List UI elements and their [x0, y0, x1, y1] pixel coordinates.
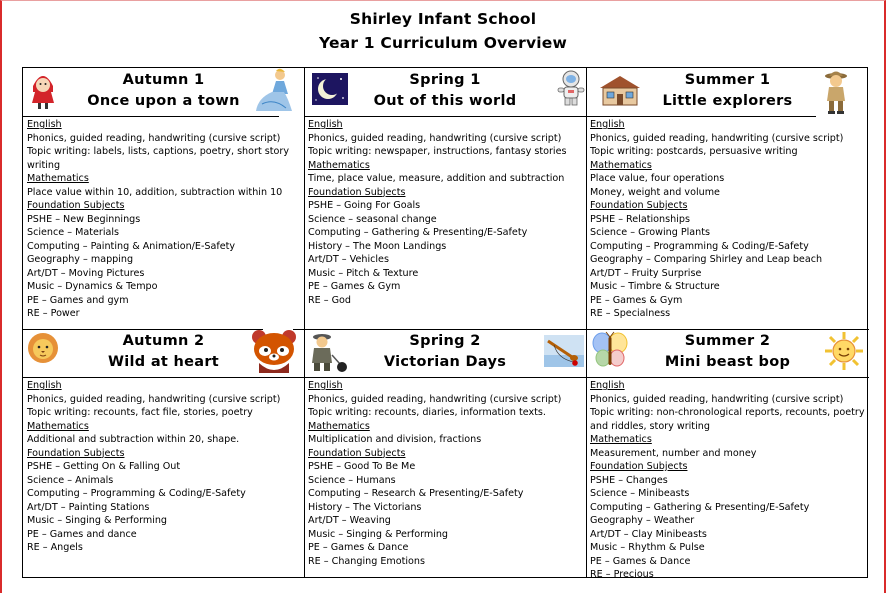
victorian-boy-icon: [310, 331, 350, 373]
curriculum-line: Science – Minibeasts: [590, 488, 690, 499]
curriculum-line: Music – Singing & Performing: [308, 528, 449, 540]
curriculum-line: Phonics, guided reading, handwriting (cursive script): [590, 393, 844, 405]
subject-heading: English: [308, 380, 343, 391]
curriculum-line: Phonics, guided reading, handwriting (cursive script): [308, 132, 562, 144]
term-content: [23, 117, 304, 321]
curriculum-line: RE – God: [308, 294, 352, 306]
house-icon: [598, 74, 642, 106]
curriculum-line: PE – Games & Dance: [590, 555, 691, 567]
curriculum-line: Computing – Research & Presenting/E-Safety: [308, 488, 524, 499]
term-name: Summer 2: [684, 333, 771, 349]
curriculum-line: Topic writing: non-chronological reports, recounts, poetry and riddles, story writing: [590, 407, 865, 432]
curriculum-line: Music – Dynamics & Tempo: [27, 281, 158, 292]
curriculum-line: RE – Angels: [27, 542, 83, 553]
curriculum-line: Geography – mapping: [27, 254, 134, 265]
document-subtitle: Year 1 Curriculum Overview: [318, 34, 567, 52]
curriculum-line: PSHE – Going For Goals: [308, 200, 421, 211]
curriculum-line: PE – Games and gym: [27, 294, 129, 306]
curriculum-line: Computing – Gathering & Presenting/E-Safety: [308, 227, 528, 238]
curriculum-line: Topic writing: recounts, fact file, stories, poetry: [27, 407, 253, 418]
curriculum-line: PSHE – Relationships: [590, 213, 690, 225]
curriculum-line: History – The Victorians: [308, 501, 422, 513]
curriculum-line: Measurement, number and money: [590, 447, 757, 459]
term-theme: Wild at heart: [107, 354, 220, 370]
term-theme: Out of this world: [373, 93, 517, 109]
curriculum-grid: [22, 67, 868, 578]
curriculum-line: PSHE – Getting On & Falling Out: [27, 461, 181, 472]
curriculum-line: Science – seasonal change: [308, 213, 437, 225]
subject-heading: English: [27, 380, 62, 391]
term-theme: Once upon a town: [87, 93, 240, 109]
curriculum-line: Topic writing: postcards, persuasive writing: [590, 146, 798, 157]
subject-heading: Mathematics: [590, 159, 652, 171]
curriculum-line: Phonics, guided reading, handwriting (cursive script): [27, 393, 281, 405]
subject-heading: Foundation Subjects: [27, 447, 125, 459]
term-header: [23, 68, 304, 116]
subject-heading: Mathematics: [590, 434, 652, 445]
curriculum-line: RE – Changing Emotions: [308, 555, 425, 567]
curriculum-line: Place value, four operations: [590, 173, 725, 184]
curriculum-line: Computing – Painting & Animation/E-Safety: [27, 240, 236, 252]
term-name: Summer 1: [684, 72, 771, 88]
curriculum-line: PE – Games & Gym: [590, 294, 683, 306]
curriculum-line: Topic writing: recounts, diaries, information texts.: [308, 407, 546, 418]
curriculum-line: Science – Animals: [27, 474, 114, 486]
butterfly-icon: [592, 331, 628, 369]
curriculum-line: Science – Growing Plants: [590, 227, 711, 238]
school-title: Shirley Infant School: [349, 10, 537, 28]
term-content: [23, 378, 304, 555]
subject-heading: Foundation Subjects: [308, 447, 406, 459]
curriculum-line: PE – Games & Gym: [308, 281, 401, 292]
curriculum-line: Science – Humans: [308, 474, 396, 486]
curriculum-line: Music – Rhythm & Pulse: [590, 542, 705, 553]
subject-heading: Foundation Subjects: [27, 200, 125, 211]
curriculum-line: History – The Moon Landings: [308, 240, 447, 252]
term-content: [586, 117, 869, 321]
curriculum-line: Computing – Gathering & Presenting/E-Safety: [590, 501, 810, 513]
lion-icon: [26, 332, 60, 366]
curriculum-line: PSHE – Changes: [590, 474, 668, 486]
subject-heading: Mathematics: [308, 159, 370, 171]
subject-heading: English: [27, 119, 62, 130]
subject-heading: Mathematics: [308, 420, 370, 432]
term-header: [586, 68, 869, 116]
term-content: [586, 378, 869, 582]
red-panda-icon: [249, 327, 299, 375]
term-content: [304, 117, 586, 307]
curriculum-line: Money, weight and volume: [590, 186, 720, 198]
curriculum-line: Music – Pitch & Texture: [308, 267, 419, 279]
term-autumn-2: [23, 329, 304, 579]
curriculum-line: Music – Timbre & Structure: [590, 281, 720, 292]
curriculum-line: PSHE – New Beginnings: [27, 213, 141, 225]
term-name: Autumn 2: [122, 333, 205, 349]
subject-heading: English: [590, 119, 625, 130]
curriculum-line: PE – Games and dance: [27, 528, 137, 540]
term-theme: Mini beast bop: [664, 354, 791, 370]
term-name: Spring 1: [409, 72, 481, 88]
astronaut-icon: [556, 70, 586, 106]
curriculum-line: Geography – Comparing Shirley and Leap beach: [590, 254, 823, 265]
curriculum-line: Multiplication and division, fractions: [308, 434, 482, 445]
curriculum-line: Computing – Programming & Coding/E-Safety: [27, 488, 246, 499]
subject-heading: English: [590, 380, 625, 391]
term-theme: Little explorers: [662, 93, 793, 109]
curriculum-line: Time, place value, measure, addition and subtraction: [308, 173, 565, 184]
term-header: [304, 68, 586, 116]
curriculum-line: RE – Specialness: [590, 308, 671, 319]
curriculum-line: Art/DT – Moving Pictures: [27, 267, 145, 279]
curriculum-line: PE – Games & Dance: [308, 542, 409, 553]
curriculum-line: Music – Singing & Performing: [27, 515, 168, 526]
curriculum-line: RE – Power: [27, 308, 80, 319]
curriculum-line: Art/DT – Fruity Surprise: [590, 267, 702, 279]
subject-heading: Foundation Subjects: [590, 200, 688, 211]
term-header: [304, 329, 586, 377]
term-header: [586, 329, 869, 377]
subject-heading: Foundation Subjects: [590, 461, 688, 472]
curriculum-line: Science – Materials: [27, 227, 120, 238]
term-summer-1: [586, 68, 869, 329]
explorer-icon: [822, 69, 850, 115]
red-riding-hood-icon: [29, 70, 57, 110]
curriculum-line: Art/DT – Weaving: [308, 515, 391, 526]
curriculum-line: Phonics, guided reading, handwriting (cursive script): [308, 393, 562, 405]
curriculum-line: Phonics, guided reading, handwriting (cursive script): [590, 132, 844, 144]
curriculum-line: Art/DT – Vehicles: [308, 254, 389, 265]
subject-heading: Mathematics: [27, 420, 89, 432]
curriculum-line: Place value within 10, addition, subtraction within 10: [27, 186, 283, 198]
curriculum-line: Computing – Programming & Coding/E-Safety: [590, 240, 809, 252]
subject-heading: Mathematics: [27, 173, 89, 184]
term-spring-2: [304, 329, 586, 579]
curriculum-line: Phonics, guided reading, handwriting (cursive script): [27, 132, 281, 144]
term-name: Spring 2: [409, 333, 481, 349]
term-name: Autumn 1: [122, 72, 205, 88]
term-spring-1: [304, 68, 586, 329]
curriculum-line: Art/DT – Painting Stations: [27, 501, 150, 513]
term-content: [304, 378, 586, 568]
moon-icon: [312, 73, 348, 105]
curriculum-line: Additional and subtraction within 20, shape.: [27, 434, 240, 445]
term-theme: Victorian Days: [383, 354, 507, 370]
curriculum-line: PSHE – Good To Be Me: [308, 461, 416, 472]
curriculum-line: RE – Precious: [590, 569, 654, 580]
term-header: [23, 329, 304, 377]
cup-and-ball-icon: [544, 335, 584, 367]
term-autumn-1: [23, 68, 304, 329]
curriculum-line: Topic writing: labels, lists, captions, poetry, short story writing: [27, 146, 290, 171]
subject-heading: English: [308, 119, 343, 130]
sun-icon: [824, 331, 864, 371]
term-summer-2: [586, 329, 869, 579]
princess-icon: [254, 68, 294, 112]
subject-heading: Foundation Subjects: [308, 186, 406, 198]
curriculum-line: Topic writing: newspaper, instructions, fantasy stories: [308, 146, 567, 157]
curriculum-line: Geography – Weather: [590, 515, 695, 526]
curriculum-line: Art/DT – Clay Minibeasts: [590, 528, 707, 540]
